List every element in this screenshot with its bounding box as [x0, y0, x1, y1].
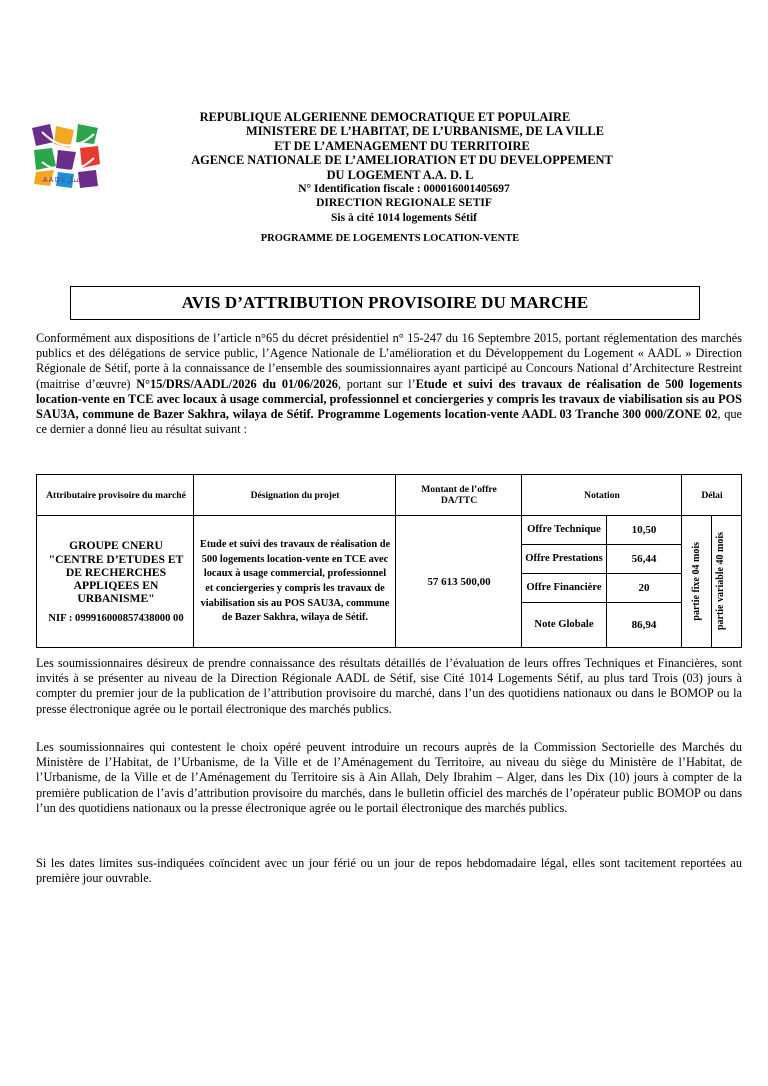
note-value-technique: 10,50	[631, 523, 657, 536]
intro-text-2: , portant sur l’	[337, 376, 416, 391]
intro-text-1: Conformément aux dispositions de l’article n°65 du décret présidentiel n° 15-247 du 16 Septembre 2015, portant réglementation des marchés publics et des délégations de service public, l’Agence Nationale de L’amélioration et du Développement du Logement « AADL » Direction Régionale de Sétif, porte à la connaissance de l’ensemble des soumissionnaires ayant participé au Concours National d’Architecture Restreint (maitrise d’œuvre)	[36, 331, 742, 391]
header-ministry: MINISTERE DE L’HABITAT, DE L’URBANISME, DE LA VILLE	[246, 124, 604, 139]
note-label-prestations: Offre Prestations	[525, 553, 603, 564]
intro-reference: N°15/DRS/AADL/2026 du 01/06/2026	[136, 376, 338, 391]
designation-cell: Etude et suivi des travaux de réalisation de 500 logements location-vente en TCE avec locaux à usage commercial, professionnel et conciergeries y compris les travaux de viabilisation sis au POS SAU3A, commune de Bazer Sakhra, wilaya de Sétif.	[199, 539, 391, 624]
header-designation: Désignation du projet	[250, 489, 340, 501]
montant-cell: 57 613 500,00	[427, 575, 491, 588]
paragraph-recours: Les soumissionnaires qui contestent le choix opéré peuvent introduire un recours auprès de la Commission Sectorielle des Marchés du Ministère de l’Habitat, de l’Urbanisme, de la Ville et de l’Aménagement du Territoire, au niveau du siège du Ministère de l’Habitat, de l’Urbanisme, de la Ville et de l’Aménagement du Territoire sis à Ain Allah, Dely Ibrahim – Alger, dans les Dix (10) jours à compter de la première publication de l’avis d’attribution provisoire du marchés, dans le bulletin officiel des marchés de l’opérateur public BOMOP ou dans l’un des quotidiens nationaux ou la presse électronique agrée ou le portail électronique des marchés publics.	[36, 740, 742, 815]
note-label-globale: Note Globale	[534, 619, 594, 630]
note-value-financiere: 20	[638, 581, 650, 594]
header-agency: AGENCE NATIONALE DE L’AMELIORATION ET DU DEVELOPPEMENT	[191, 153, 613, 168]
header-republic: REPUBLIQUE ALGERIENNE DEMOCRATIQUE ET POPULAIRE	[199, 110, 571, 124]
title-box	[70, 286, 700, 320]
delai-fixe: partie fixe 04 mois	[691, 542, 702, 621]
results-table	[36, 474, 742, 648]
attributaire-nif: NIF : 099916000857438000 00	[48, 612, 184, 624]
delai-fixe-cell	[682, 516, 711, 647]
delai-variable: partie variable 40 mois	[714, 532, 726, 631]
intro-text-3: , que ce dernier a donné lieu au résultat suivant :	[36, 407, 742, 437]
note-label-financiere: Offre Financière	[526, 582, 602, 593]
header-notation: Notation	[584, 489, 620, 501]
intro-paragraph	[36, 331, 742, 437]
paragraph-dates: Si les dates limites sus-indiquées coïncident avec un jour férié ou un jour de repos hebdomadaire légal, elles sont tacitement reportées au première jour ouvrable.	[36, 856, 742, 886]
page-title: AVIS D’ATTRIBUTION PROVISOIRE DU MARCHE	[181, 293, 589, 312]
header-montant: Montant de l’offre DA/TTC	[421, 484, 497, 506]
header-agency-2: DU LOGEMENT A.A. D. L	[326, 167, 474, 182]
logo-caption: A A D L وكالة عدل	[42, 177, 98, 184]
note-label-technique: Offre Technique	[527, 524, 601, 535]
header-address: Sis à cité 1014 logements Sétif	[331, 211, 477, 224]
intro-object: Etude et suivi des travaux de réalisation de 500 logements location-vente en TCE avec locaux à usage commercial, professionnel et conciergeries y compris les travaux de viabilisation sis au POS SAU3A, commune de Bazer Sakhra, wilaya de Sétif. Programme Logements location-vente AADL 03 Tranche 300 000/ZONE 02	[36, 376, 742, 422]
header-attributaire: Attributaire provisoire du marché	[46, 489, 186, 501]
paragraph-consultation: Les soumissionnaires désireux de prendre connaissance des résultats détaillés de l’évaluation de leurs offres Techniques et Financières, sont invités à se présenter au niveau de la Direction Régionale AADL de Sétif, sise Cité 1014 Logements Sétif, au plus tard Trois (03) jours à compter du premier jour de la publication de l’attribution provisoire du marché, dans l’un des quotidiens nationaux ou dans le BOMOP ou la presse électronique agrée ou le portail électronique des marchés publics.	[36, 656, 742, 716]
header-direction: DIRECTION REGIONALE SETIF	[316, 197, 492, 210]
header-programme: PROGRAMME DE LOGEMENTS LOCATION-VENTE	[260, 233, 520, 245]
attributaire-name: GROUPE CNERU "CENTRE D’ETUDES ET DE RECHERCHES APPLIQEES EN URBANISME"	[48, 539, 184, 606]
delai-variable-cell	[712, 516, 741, 647]
attributaire-cell	[43, 519, 189, 645]
header-tax-id: N° Identification fiscale : 000016001405697	[298, 183, 510, 196]
header	[100, 110, 680, 247]
header-ministry-2: ET DE L’AMENAGEMENT DU TERRITOIRE	[274, 138, 530, 153]
note-value-globale: 86,94	[631, 618, 657, 631]
note-value-prestations: 56,44	[631, 552, 657, 565]
header-delai: Délai	[701, 489, 723, 501]
